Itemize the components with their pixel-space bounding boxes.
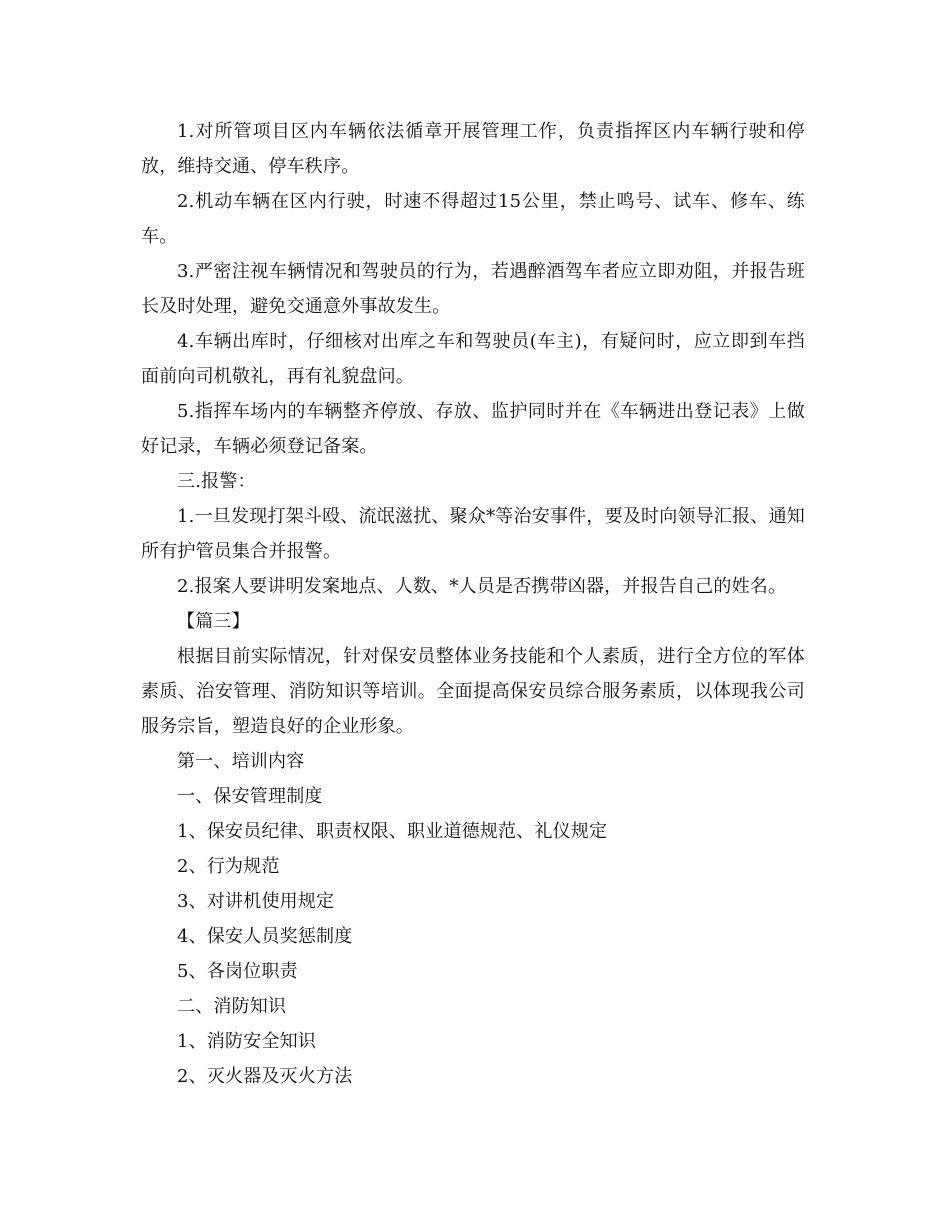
list-item-rules-1: 1、保安员纪律、职责权限、职业道德规范、礼仪规定 — [177, 821, 608, 842]
paragraph-intro: 根据目前实际情况，针对保安员整体业务技能和个人素质，进行全方位的军体素质、治安管理、消防知识等培训。全面提高保安员综合服务素质，以体现我公司服务宗旨，塑造良好的企业形象。 — [141, 646, 805, 737]
paragraph-alarm-2: 2.报案人要讲明发案地点、人数、*人员是否携带凶器，并报告自己的姓名。 — [177, 576, 787, 597]
section-heading-alarm: 三.报警： — [177, 471, 256, 492]
paragraph-3: 3.严密注视车辆情况和驾驶员的行为，若遇醉酒驾车者应立即劝阻，并报告班长及时处理，避免交通意外事故发生。 — [141, 261, 805, 317]
subsection-heading-security-rules: 一、保安管理制度 — [177, 786, 323, 807]
paragraph-2: 2.机动车辆在区内行驶，时速不得超过15公里，禁止鸣号、试车、修车、练车。 — [141, 191, 805, 247]
list-item-rules-3: 3、对讲机使用规定 — [177, 891, 335, 912]
list-item-rules-2: 2、行为规范 — [177, 856, 280, 877]
paragraph-1: 1.对所管项目区内车辆依法循章开展管理工作，负责指挥区内车辆行驶和停放，维持交通、停车秩序。 — [141, 121, 805, 177]
list-item-rules-4: 4、保安人员奖惩制度 — [177, 926, 353, 947]
section-heading-training-content: 第一、培训内容 — [177, 751, 305, 772]
list-item-fire-2: 2、灭火器及灭火方法 — [177, 1066, 353, 1087]
list-item-fire-1: 1、消防安全知识 — [177, 1031, 317, 1052]
subsection-heading-fire-knowledge: 二、消防知识 — [177, 996, 287, 1017]
paragraph-4: 4.车辆出库时，仔细核对出库之车和驾驶员(车主)，有疑问时，应立即到车挡面前向司机敬礼，再有礼貌盘问。 — [141, 331, 805, 387]
list-item-rules-5: 5、各岗位职责 — [177, 961, 298, 982]
document-body — [141, 114, 805, 1094]
paragraph-5: 5.指挥车场内的车辆整齐停放、存放、监护同时并在《车辆进出登记表》上做好记录，车辆必须登记备案。 — [141, 401, 805, 457]
section-heading-part-three: 【篇三】 — [177, 611, 250, 632]
paragraph-alarm-1: 1.一旦发现打架斗殴、流氓滋扰、聚众*等治安事件，要及时向领导汇报、通知所有护管员集合并报警。 — [141, 506, 805, 562]
